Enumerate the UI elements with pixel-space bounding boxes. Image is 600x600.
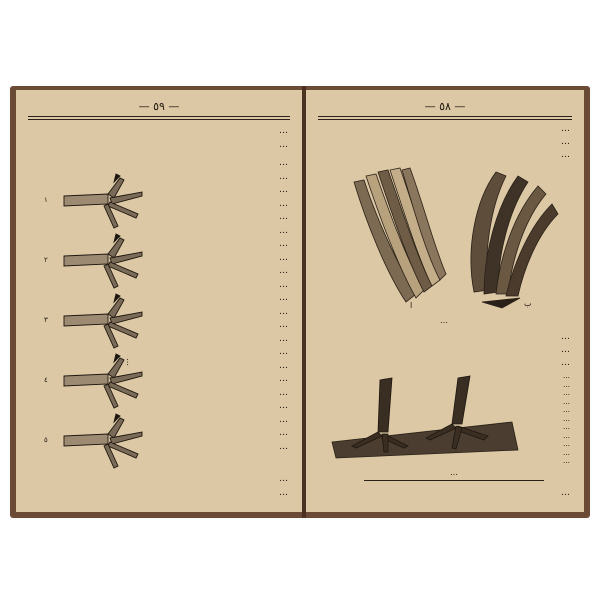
right-intro-line: … — [561, 150, 570, 160]
right-middle-line: … — [561, 332, 570, 342]
feather-label-b: ب — [524, 299, 532, 308]
chicken-foot-5 — [58, 414, 148, 470]
right-intro-line: … — [561, 124, 570, 134]
left-body-line: … — [279, 212, 288, 222]
right-side-line: … — [563, 440, 570, 448]
chicken-foot-label: ١ — [44, 196, 48, 204]
feather-label-a: ا — [410, 301, 413, 310]
book-spread — [10, 86, 590, 518]
right-intro-line: … — [561, 137, 570, 147]
right-page — [306, 90, 584, 512]
left-body-line: … — [279, 158, 288, 168]
right-side-line: … — [563, 414, 570, 423]
left-page — [16, 90, 302, 512]
right-side-line: … — [563, 397, 570, 406]
left-body-line: … — [279, 279, 288, 290]
left-body-line: … — [279, 171, 288, 182]
left-body-line: … — [279, 428, 288, 438]
left-bottom-line: … — [279, 474, 288, 484]
right-header-rule — [318, 116, 572, 117]
right-side-line: … — [563, 380, 570, 389]
chicken-foot-label: ٢ — [44, 256, 48, 264]
right-side-line: … — [563, 423, 570, 431]
left-body-line: … — [279, 347, 288, 357]
chicken-foot-2 — [58, 234, 148, 290]
right-middle-line: … — [561, 358, 570, 368]
chicken-foot-4 — [58, 354, 148, 410]
left-body-line: … — [279, 198, 288, 209]
right-bottom-line: … — [561, 488, 570, 498]
left-body-line: … — [279, 333, 288, 344]
left-header-rule — [28, 116, 290, 117]
chicken-foot-label: ٥ — [44, 436, 48, 444]
right-side-line: … — [563, 448, 570, 457]
left-body-line: … — [279, 266, 288, 276]
right-side-line: … — [563, 372, 570, 380]
chicken-foot-1 — [58, 174, 148, 230]
chicken-foot-label: ٣ — [44, 316, 48, 324]
legs-caption: … — [450, 468, 458, 477]
right-side-line: … — [563, 457, 570, 465]
right-side-line: … — [563, 406, 570, 414]
left-body-line: … — [279, 360, 288, 371]
right-side-line: … — [563, 389, 570, 397]
left-body-line: … — [279, 306, 288, 317]
feather-fan-right — [471, 172, 558, 308]
legs-caption-underline — [364, 480, 544, 481]
chicken-legs-illustration — [322, 372, 522, 462]
left-body-line: … — [279, 293, 288, 303]
left-body-line: … — [279, 441, 288, 452]
left-body-line: … — [279, 320, 288, 330]
left-body-line: … — [279, 239, 288, 249]
feathers-illustration — [306, 162, 584, 312]
left-body-line: … — [279, 225, 288, 236]
left-paragraph-line: … — [279, 126, 288, 136]
left-body-line: … — [279, 252, 288, 263]
right-side-line: … — [563, 431, 570, 440]
left-body-line: … — [279, 374, 288, 384]
left-paragraph-line: … — [279, 140, 288, 150]
right-page-number: — ٥٨ — — [424, 100, 466, 113]
feather-fan-left — [354, 168, 446, 302]
left-body-line: … — [279, 401, 288, 411]
feathers-caption: … — [440, 316, 448, 325]
left-body-line: … — [279, 185, 288, 195]
left-figure-side-caption: … — [125, 358, 134, 366]
chicken-foot-3 — [58, 294, 148, 350]
right-middle-line: … — [561, 345, 570, 355]
chicken-foot-label: ٤ — [44, 376, 48, 384]
left-body-line: … — [279, 387, 288, 398]
left-bottom-line: … — [279, 488, 288, 498]
left-page-number: — ٥٩ — — [138, 100, 180, 113]
left-body-line: … — [279, 414, 288, 425]
